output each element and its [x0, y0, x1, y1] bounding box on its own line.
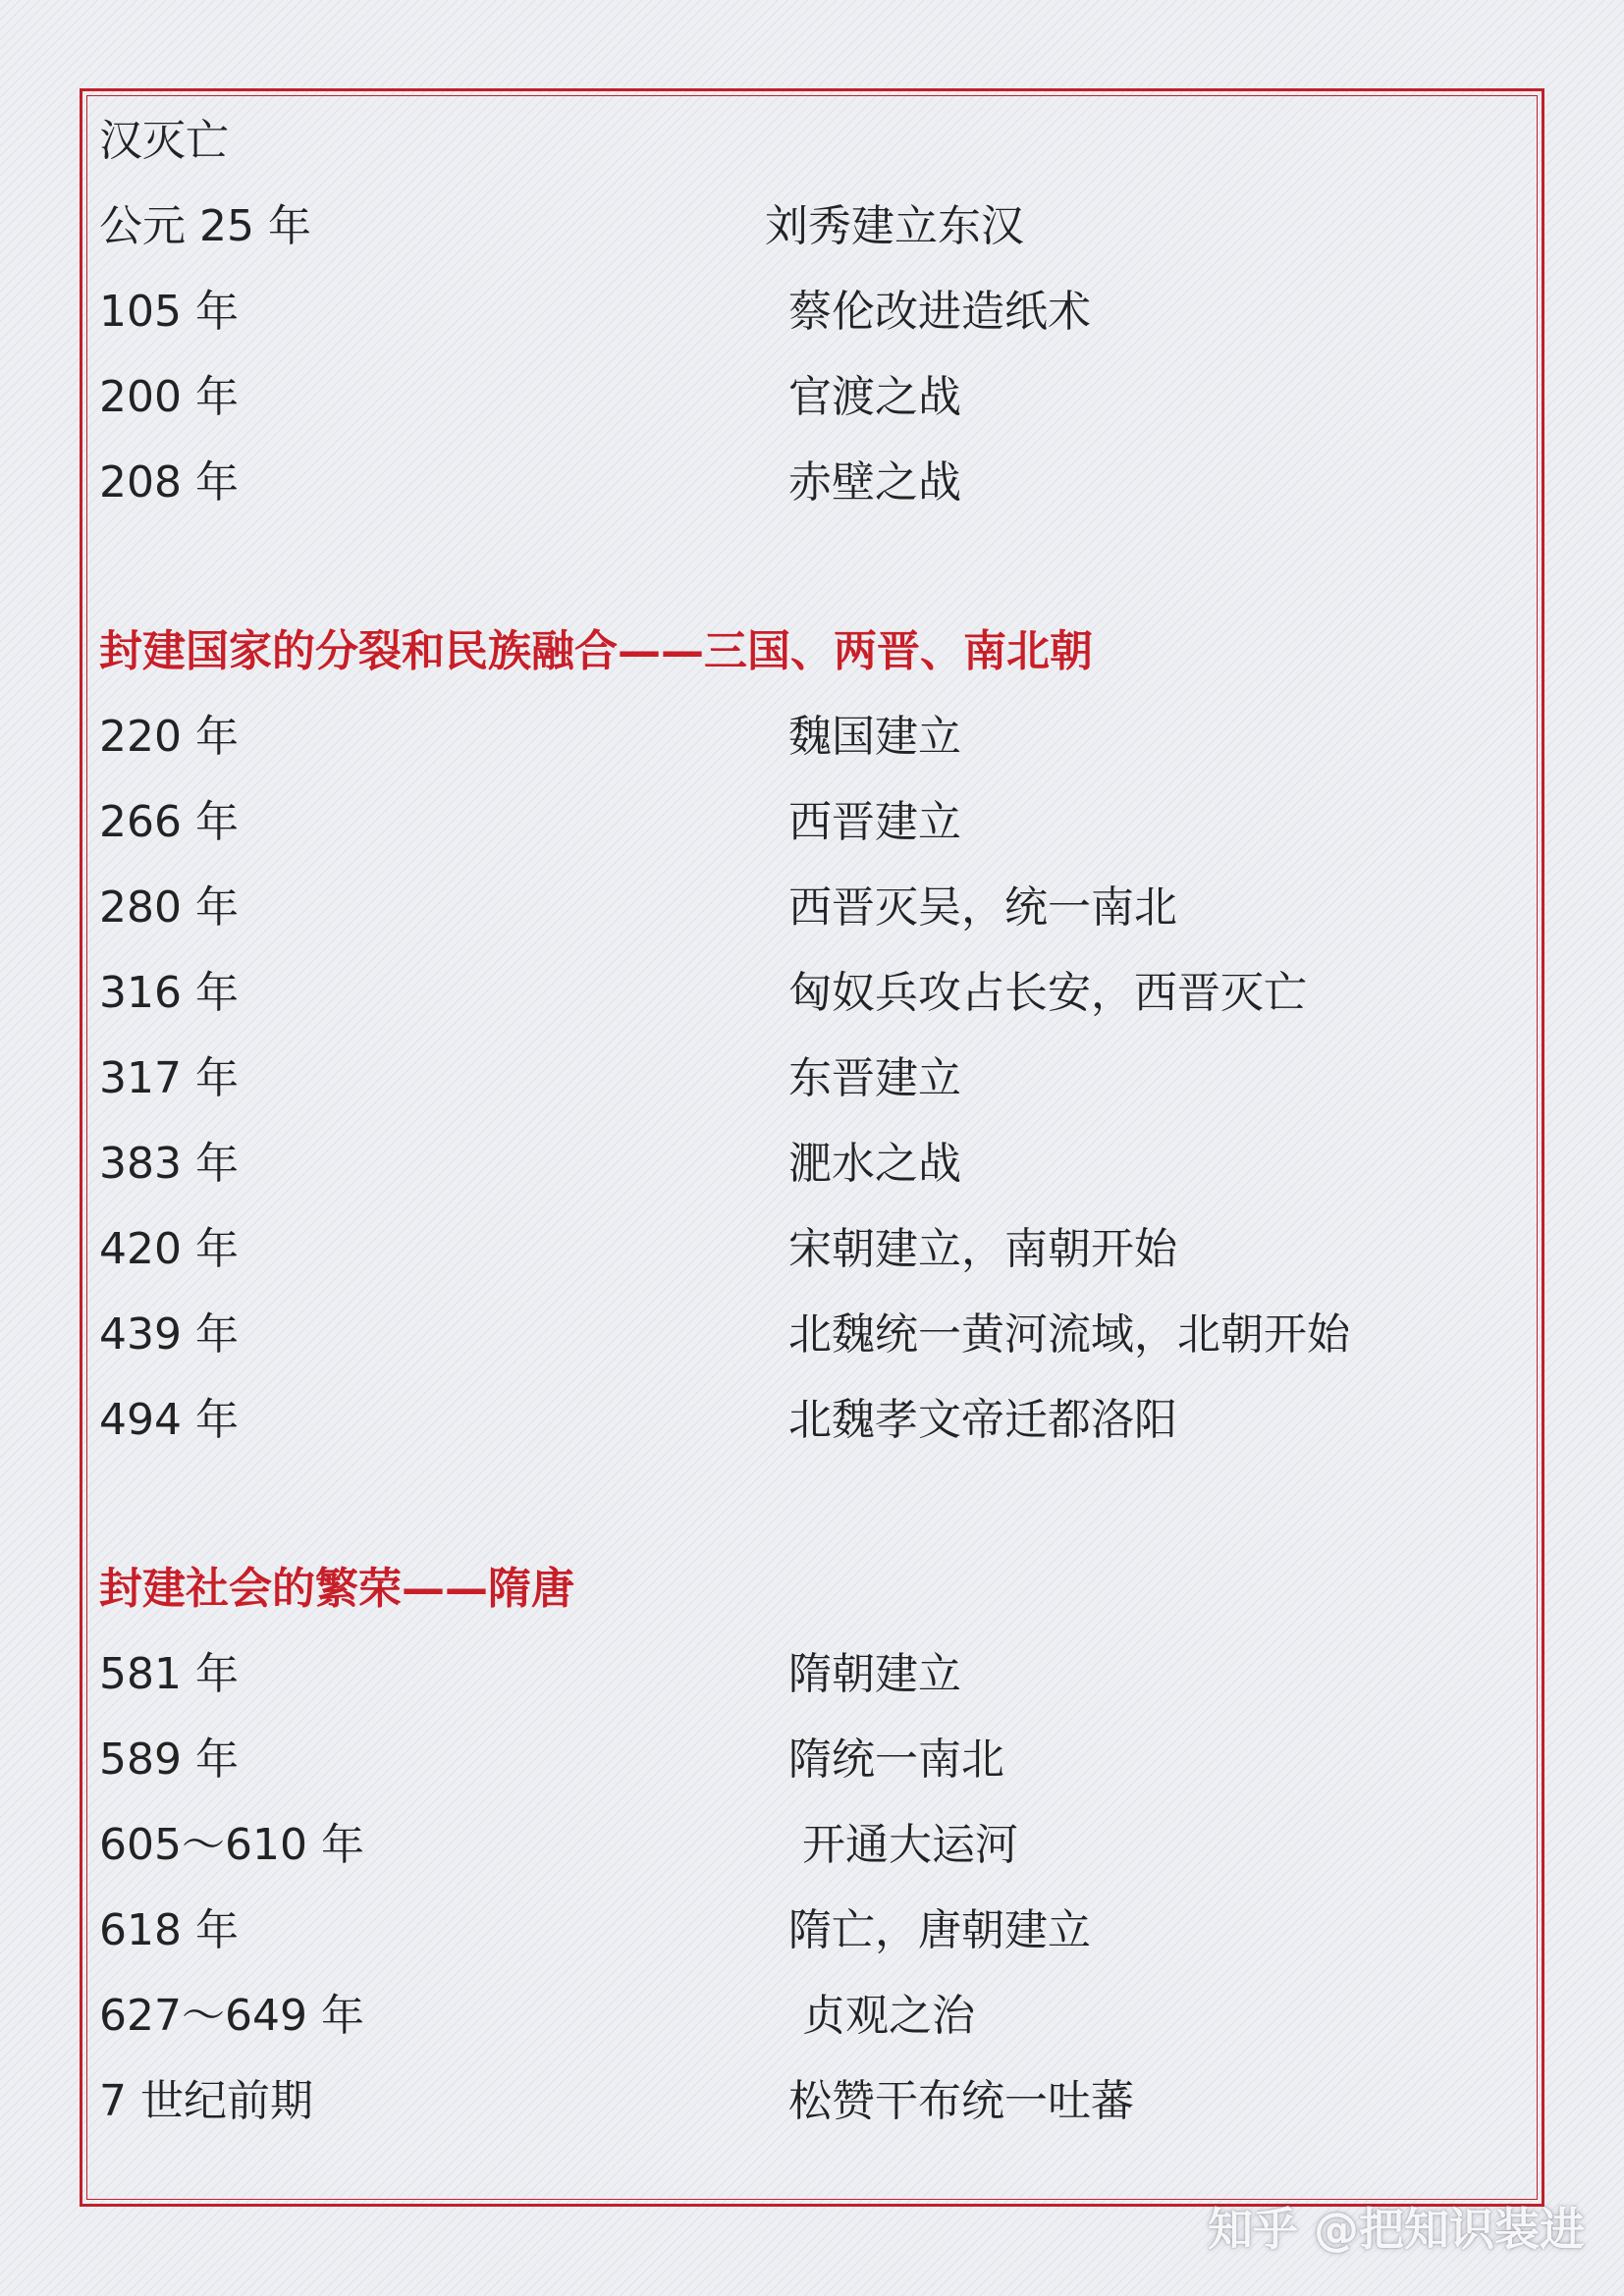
row-year: 494 年 — [99, 1395, 239, 1445]
row-event: 隋朝建立 — [788, 1649, 961, 1699]
timeline-row — [99, 2070, 1513, 2133]
timeline-row — [99, 1814, 1513, 1877]
row-year: 439 年 — [99, 1309, 239, 1360]
timeline-row — [99, 1899, 1513, 1962]
row-year: 280 年 — [99, 882, 239, 933]
timeline-row — [99, 1643, 1513, 1706]
row-year: 200 年 — [99, 372, 239, 422]
row-event: 宋朝建立，南朝开始 — [788, 1224, 1177, 1274]
row-event: 松赞干布统一吐蕃 — [788, 2076, 1134, 2126]
row-year: 208 年 — [99, 457, 239, 507]
timeline-row — [99, 962, 1513, 1025]
row-year: 605～610 年 — [99, 1820, 364, 1870]
timeline-row — [99, 195, 1513, 258]
row-event: 淝水之战 — [788, 1139, 961, 1189]
row-event: 隋亡，唐朝建立 — [788, 1905, 1091, 1955]
row-year: 581 年 — [99, 1649, 239, 1699]
timeline-row — [99, 1985, 1513, 2048]
row-event: 官渡之战 — [788, 372, 961, 422]
row-year: 公元 25 年 — [99, 201, 311, 251]
row-year: 317 年 — [99, 1053, 239, 1103]
row-year: 420 年 — [99, 1224, 239, 1274]
row-event: 贞观之治 — [788, 1991, 975, 2041]
row-year: 589 年 — [99, 1735, 239, 1785]
timeline-row — [99, 366, 1513, 429]
row-event: 隋统一南北 — [788, 1735, 1004, 1785]
timeline-row — [99, 1047, 1513, 1110]
row-year: 220 年 — [99, 712, 239, 762]
row-event: 刘秀建立东汉 — [765, 201, 1024, 251]
timeline-row — [99, 1218, 1513, 1281]
timeline-row — [99, 1133, 1513, 1196]
row-year: 618 年 — [99, 1905, 239, 1955]
timeline-row — [99, 877, 1513, 939]
section-heading-sui-tang: 封建社会的繁荣——隋唐 — [99, 1564, 574, 1614]
row-event: 东晋建立 — [788, 1053, 961, 1103]
row-event: 开通大运河 — [788, 1820, 1018, 1870]
row-event: 赤壁之战 — [788, 457, 961, 507]
row-event: 蔡伦改进造纸术 — [788, 287, 1091, 337]
row-year: 316 年 — [99, 968, 239, 1018]
row-event: 匈奴兵攻占长安，西晋灭亡 — [788, 968, 1307, 1018]
row-year: 266 年 — [99, 797, 239, 847]
row-event: 北魏孝文帝迁都洛阳 — [788, 1395, 1177, 1445]
timeline-row — [99, 1304, 1513, 1366]
timeline-row — [99, 1729, 1513, 1791]
intro-text: 汉灭亡 — [99, 116, 229, 166]
timeline-row — [99, 706, 1513, 769]
row-event: 魏国建立 — [788, 712, 961, 762]
row-year: 105 年 — [99, 287, 239, 337]
row-year: 7 世纪前期 — [99, 2076, 313, 2126]
intro-line — [99, 110, 1513, 173]
row-event: 西晋建立 — [788, 797, 961, 847]
timeline-row — [99, 281, 1513, 344]
timeline-row — [99, 791, 1513, 854]
watermark: 知乎 @把知识装进 — [1207, 2203, 1585, 2256]
timeline-row — [99, 452, 1513, 514]
section-heading-three-kingdoms: 封建国家的分裂和民族融合——三国、两晋、南北朝 — [99, 626, 1093, 676]
timeline-row — [99, 1389, 1513, 1452]
row-year: 383 年 — [99, 1139, 239, 1189]
row-event: 西晋灭吴，统一南北 — [788, 882, 1177, 933]
row-year: 627～649 年 — [99, 1991, 364, 2041]
row-event: 北魏统一黄河流域，北朝开始 — [788, 1309, 1350, 1360]
